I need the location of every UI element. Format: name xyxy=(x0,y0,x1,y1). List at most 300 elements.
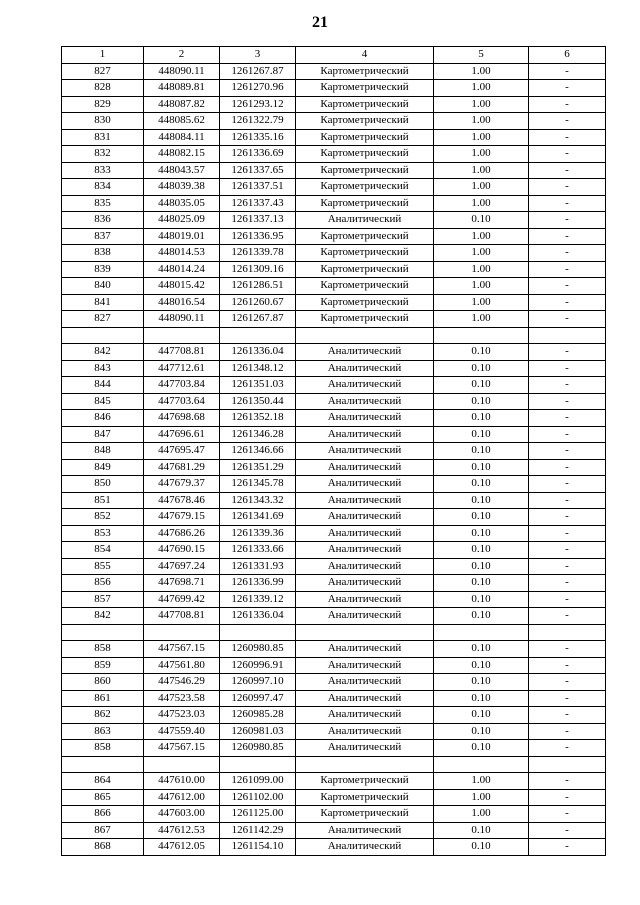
table-cell: Аналитический xyxy=(296,410,434,427)
table-row xyxy=(62,195,606,212)
table-row xyxy=(62,344,606,361)
table-cell: 848 xyxy=(62,443,144,460)
table-row xyxy=(62,179,606,196)
table-cell: Аналитический xyxy=(296,575,434,592)
table-cell: 1261309.16 xyxy=(220,261,296,278)
table-cell: 447679.37 xyxy=(144,476,220,493)
table-cell: - xyxy=(529,707,606,724)
table-cell: 1261337.43 xyxy=(220,195,296,212)
table-cell: 0.10 xyxy=(434,525,529,542)
table-cell: 1261331.93 xyxy=(220,558,296,575)
table-cell: 1261341.69 xyxy=(220,509,296,526)
table-cell: Аналитический xyxy=(296,393,434,410)
table-cell: - xyxy=(529,723,606,740)
table-cell xyxy=(62,624,144,641)
table-cell: 0.10 xyxy=(434,591,529,608)
table-cell xyxy=(296,624,434,641)
table-cell xyxy=(434,624,529,641)
table-cell: 0.10 xyxy=(434,641,529,658)
table-cell: - xyxy=(529,492,606,509)
table-row xyxy=(62,377,606,394)
header-cell: 3 xyxy=(220,47,296,64)
table-cell: Картометрический xyxy=(296,245,434,262)
table-cell: 447523.03 xyxy=(144,707,220,724)
table-cell: Аналитический xyxy=(296,674,434,691)
table-cell: 447523.58 xyxy=(144,690,220,707)
table-cell: 0.10 xyxy=(434,377,529,394)
table-cell: 447712.61 xyxy=(144,360,220,377)
table-cell: 1261286.51 xyxy=(220,278,296,295)
table-cell: 830 xyxy=(62,113,144,130)
table-cell: 1260980.85 xyxy=(220,740,296,757)
table-cell: 1.00 xyxy=(434,773,529,790)
table-cell: 1.00 xyxy=(434,80,529,97)
table-row xyxy=(62,492,606,509)
header-cell: 6 xyxy=(529,47,606,64)
table-cell: 1.00 xyxy=(434,228,529,245)
table-row xyxy=(62,228,606,245)
table-row xyxy=(62,822,606,839)
table-cell xyxy=(434,756,529,773)
table-cell: Аналитический xyxy=(296,443,434,460)
table-cell: 448087.82 xyxy=(144,96,220,113)
table-cell: - xyxy=(529,311,606,328)
table-cell xyxy=(220,624,296,641)
table-cell: 1261293.12 xyxy=(220,96,296,113)
table-cell: Аналитический xyxy=(296,707,434,724)
table-cell: Картометрический xyxy=(296,261,434,278)
table-row xyxy=(62,839,606,856)
table-cell xyxy=(529,756,606,773)
table-cell xyxy=(220,756,296,773)
table-cell: 1.00 xyxy=(434,129,529,146)
table-row xyxy=(62,558,606,575)
table-cell: 1.00 xyxy=(434,63,529,80)
table-row xyxy=(62,707,606,724)
table-cell: - xyxy=(529,525,606,542)
table-row xyxy=(62,608,606,625)
table-row xyxy=(62,806,606,823)
table-cell: 0.10 xyxy=(434,723,529,740)
table-row xyxy=(62,723,606,740)
header-cell: 4 xyxy=(296,47,434,64)
table-cell: Аналитический xyxy=(296,360,434,377)
table-cell: - xyxy=(529,657,606,674)
table-cell: 842 xyxy=(62,608,144,625)
table-cell: - xyxy=(529,245,606,262)
table-cell: 0.10 xyxy=(434,575,529,592)
table-cell: 0.10 xyxy=(434,410,529,427)
table-cell: 1.00 xyxy=(434,96,529,113)
table-cell: 1261270.96 xyxy=(220,80,296,97)
table-cell: 863 xyxy=(62,723,144,740)
table-cell: 0.10 xyxy=(434,344,529,361)
table-cell xyxy=(296,327,434,344)
table-cell: - xyxy=(529,80,606,97)
table-row xyxy=(62,96,606,113)
table-row xyxy=(62,657,606,674)
table-cell: - xyxy=(529,426,606,443)
table-cell: Картометрический xyxy=(296,113,434,130)
table-row xyxy=(62,311,606,328)
table-cell: 853 xyxy=(62,525,144,542)
table-cell: 447603.00 xyxy=(144,806,220,823)
table-cell: 1.00 xyxy=(434,806,529,823)
table-cell: 1.00 xyxy=(434,195,529,212)
table-cell: 0.10 xyxy=(434,443,529,460)
table-cell: - xyxy=(529,542,606,559)
table-cell: 836 xyxy=(62,212,144,229)
table-row xyxy=(62,261,606,278)
table-cell: 1.00 xyxy=(434,113,529,130)
table-cell: 448039.38 xyxy=(144,179,220,196)
table-cell: 1261260.67 xyxy=(220,294,296,311)
table-cell: 1.00 xyxy=(434,245,529,262)
table-cell: 448015.42 xyxy=(144,278,220,295)
table-cell: - xyxy=(529,591,606,608)
table-cell: 1261339.36 xyxy=(220,525,296,542)
table-cell: - xyxy=(529,740,606,757)
table-cell: 1260980.85 xyxy=(220,641,296,658)
table-cell: 1.00 xyxy=(434,278,529,295)
table-cell: - xyxy=(529,822,606,839)
table-row xyxy=(62,591,606,608)
table-row xyxy=(62,146,606,163)
table-cell: Картометрический xyxy=(296,80,434,97)
table-cell: Аналитический xyxy=(296,509,434,526)
table-cell: 866 xyxy=(62,806,144,823)
table-cell: 1260996.91 xyxy=(220,657,296,674)
page-number: 21 xyxy=(312,14,328,31)
table-cell: Аналитический xyxy=(296,212,434,229)
table-row xyxy=(62,426,606,443)
table-cell: 0.10 xyxy=(434,459,529,476)
separator-row xyxy=(62,327,606,344)
table-cell: 860 xyxy=(62,674,144,691)
table-cell: 0.10 xyxy=(434,212,529,229)
table-cell: Аналитический xyxy=(296,426,434,443)
table-cell: 448025.09 xyxy=(144,212,220,229)
table-cell: 448090.11 xyxy=(144,311,220,328)
table-cell: 1260981.03 xyxy=(220,723,296,740)
table-cell: Картометрический xyxy=(296,96,434,113)
table-row xyxy=(62,509,606,526)
table-cell: 447695.47 xyxy=(144,443,220,460)
table-cell: 1261267.87 xyxy=(220,63,296,80)
table-cell: - xyxy=(529,360,606,377)
table-cell: Картометрический xyxy=(296,294,434,311)
table-cell: 846 xyxy=(62,410,144,427)
table-row xyxy=(62,459,606,476)
table-cell: - xyxy=(529,443,606,460)
table-cell: 828 xyxy=(62,80,144,97)
table-cell: - xyxy=(529,261,606,278)
table-cell: 447612.00 xyxy=(144,789,220,806)
separator-row xyxy=(62,624,606,641)
table-cell: 829 xyxy=(62,96,144,113)
table-cell: 0.10 xyxy=(434,509,529,526)
table-cell: Аналитический xyxy=(296,740,434,757)
table-cell xyxy=(62,327,144,344)
table-cell: 447681.29 xyxy=(144,459,220,476)
table-cell: 854 xyxy=(62,542,144,559)
table-cell: 827 xyxy=(62,311,144,328)
table-cell: 448014.24 xyxy=(144,261,220,278)
table-row xyxy=(62,80,606,97)
table-cell: - xyxy=(529,806,606,823)
table-row xyxy=(62,443,606,460)
table-row xyxy=(62,674,606,691)
table-row xyxy=(62,542,606,559)
table-cell: 447703.64 xyxy=(144,393,220,410)
table-cell: 832 xyxy=(62,146,144,163)
table-cell: 845 xyxy=(62,393,144,410)
table-cell: 855 xyxy=(62,558,144,575)
table-cell: 0.10 xyxy=(434,558,529,575)
table-cell: 447546.29 xyxy=(144,674,220,691)
table-cell: 1261333.66 xyxy=(220,542,296,559)
table-cell: Аналитический xyxy=(296,525,434,542)
table-cell: Аналитический xyxy=(296,459,434,476)
table-cell: 862 xyxy=(62,707,144,724)
table-cell: 447696.61 xyxy=(144,426,220,443)
table-cell: 0.10 xyxy=(434,839,529,856)
table-cell: 1261336.04 xyxy=(220,608,296,625)
header-cell: 2 xyxy=(144,47,220,64)
table-cell xyxy=(144,756,220,773)
table-cell: 1261337.13 xyxy=(220,212,296,229)
table-cell: 448035.05 xyxy=(144,195,220,212)
table-cell: Картометрический xyxy=(296,63,434,80)
table-cell: 837 xyxy=(62,228,144,245)
table-cell: 841 xyxy=(62,294,144,311)
table-cell: Картометрический xyxy=(296,278,434,295)
table-cell: 447567.15 xyxy=(144,641,220,658)
table-cell: - xyxy=(529,113,606,130)
table-row xyxy=(62,212,606,229)
header-cell: 5 xyxy=(434,47,529,64)
table-row xyxy=(62,476,606,493)
table-row xyxy=(62,245,606,262)
table-cell: Картометрический xyxy=(296,195,434,212)
table-cell: - xyxy=(529,690,606,707)
table-cell: Картометрический xyxy=(296,773,434,790)
table-cell: 859 xyxy=(62,657,144,674)
table-cell: 0.10 xyxy=(434,426,529,443)
table-cell: - xyxy=(529,608,606,625)
table-cell: - xyxy=(529,146,606,163)
table-cell: - xyxy=(529,641,606,658)
table-cell: Картометрический xyxy=(296,162,434,179)
table-cell: Аналитический xyxy=(296,476,434,493)
table-cell: - xyxy=(529,789,606,806)
table-row xyxy=(62,575,606,592)
table-cell: 0.10 xyxy=(434,657,529,674)
table-cell: Аналитический xyxy=(296,822,434,839)
table-cell: Аналитический xyxy=(296,377,434,394)
table-cell: 1261335.16 xyxy=(220,129,296,146)
header-row xyxy=(62,47,606,64)
table-cell: 447678.46 xyxy=(144,492,220,509)
table-cell: 0.10 xyxy=(434,476,529,493)
table-cell: Аналитический xyxy=(296,839,434,856)
table-cell: 1.00 xyxy=(434,294,529,311)
table-cell: 448014.53 xyxy=(144,245,220,262)
table-row xyxy=(62,690,606,707)
table-cell: Аналитический xyxy=(296,641,434,658)
table-cell: 850 xyxy=(62,476,144,493)
table-cell: 447686.26 xyxy=(144,525,220,542)
table-cell: Картометрический xyxy=(296,129,434,146)
table-cell: 842 xyxy=(62,344,144,361)
table-cell: 868 xyxy=(62,839,144,856)
table-row xyxy=(62,525,606,542)
table-cell: 1261337.65 xyxy=(220,162,296,179)
table-cell: 0.10 xyxy=(434,822,529,839)
table-row xyxy=(62,294,606,311)
table-cell: - xyxy=(529,459,606,476)
table-cell: 448016.54 xyxy=(144,294,220,311)
table-cell: 843 xyxy=(62,360,144,377)
table-cell: 1.00 xyxy=(434,789,529,806)
header-cell: 1 xyxy=(62,47,144,64)
coordinates-table xyxy=(61,46,606,856)
table-cell: 1261348.12 xyxy=(220,360,296,377)
table-row xyxy=(62,773,606,790)
table-cell: 447703.84 xyxy=(144,377,220,394)
table-cell: 1261350.44 xyxy=(220,393,296,410)
table-cell: Картометрический xyxy=(296,228,434,245)
table-cell: 838 xyxy=(62,245,144,262)
table-cell: 1261336.04 xyxy=(220,344,296,361)
table-cell xyxy=(220,327,296,344)
table-cell: - xyxy=(529,377,606,394)
table-cell: 1261351.03 xyxy=(220,377,296,394)
table-cell: - xyxy=(529,294,606,311)
table-cell: Аналитический xyxy=(296,723,434,740)
table-row xyxy=(62,641,606,658)
table-cell: 448043.57 xyxy=(144,162,220,179)
table-cell: 447699.42 xyxy=(144,591,220,608)
table-cell: 447698.68 xyxy=(144,410,220,427)
table-cell: 0.10 xyxy=(434,690,529,707)
table-row xyxy=(62,393,606,410)
table-cell: 448082.15 xyxy=(144,146,220,163)
table-cell: 447698.71 xyxy=(144,575,220,592)
table-cell: 852 xyxy=(62,509,144,526)
table-cell: 1261142.29 xyxy=(220,822,296,839)
table-cell: 0.10 xyxy=(434,393,529,410)
table-cell: 447612.53 xyxy=(144,822,220,839)
table-row xyxy=(62,63,606,80)
table-cell: 1.00 xyxy=(434,261,529,278)
table-cell: 0.10 xyxy=(434,542,529,559)
table-cell xyxy=(529,624,606,641)
table-cell: Картометрический xyxy=(296,311,434,328)
table-cell: - xyxy=(529,63,606,80)
table-cell: Картометрический xyxy=(296,179,434,196)
table-cell: 847 xyxy=(62,426,144,443)
table-cell: - xyxy=(529,558,606,575)
table-cell: Картометрический xyxy=(296,789,434,806)
table-cell: 447679.15 xyxy=(144,509,220,526)
table-cell: Аналитический xyxy=(296,492,434,509)
table-cell: 0.10 xyxy=(434,608,529,625)
table-cell: - xyxy=(529,575,606,592)
table-cell: - xyxy=(529,344,606,361)
table-cell: 861 xyxy=(62,690,144,707)
table-cell: 833 xyxy=(62,162,144,179)
table-cell: 1261337.51 xyxy=(220,179,296,196)
table-cell: 447561.80 xyxy=(144,657,220,674)
table-cell: - xyxy=(529,410,606,427)
table-cell: 1261336.99 xyxy=(220,575,296,592)
table-row xyxy=(62,278,606,295)
table-cell xyxy=(434,327,529,344)
table-cell: Картометрический xyxy=(296,146,434,163)
table-cell: 844 xyxy=(62,377,144,394)
table-cell: Аналитический xyxy=(296,591,434,608)
table-cell: 849 xyxy=(62,459,144,476)
table-cell: - xyxy=(529,195,606,212)
table-cell: 1261154.10 xyxy=(220,839,296,856)
table-cell: 1261352.18 xyxy=(220,410,296,427)
table-cell: 1261346.66 xyxy=(220,443,296,460)
table-cell: - xyxy=(529,773,606,790)
table-cell xyxy=(529,327,606,344)
table-cell: 1261339.78 xyxy=(220,245,296,262)
table-cell: 0.10 xyxy=(434,674,529,691)
table-cell: 448090.11 xyxy=(144,63,220,80)
table-cell: - xyxy=(529,212,606,229)
table-cell: - xyxy=(529,228,606,245)
table-cell: 827 xyxy=(62,63,144,80)
table-row xyxy=(62,789,606,806)
table-cell: 447708.81 xyxy=(144,608,220,625)
table-cell: 1261343.32 xyxy=(220,492,296,509)
table-cell: 447612.05 xyxy=(144,839,220,856)
separator-row xyxy=(62,756,606,773)
table-cell: 1261102.00 xyxy=(220,789,296,806)
table-cell: 857 xyxy=(62,591,144,608)
table-cell: 447708.81 xyxy=(144,344,220,361)
table-cell: - xyxy=(529,278,606,295)
table-cell: Картометрический xyxy=(296,806,434,823)
table-cell: 448089.81 xyxy=(144,80,220,97)
table-cell: 1261322.79 xyxy=(220,113,296,130)
table-cell: 839 xyxy=(62,261,144,278)
table-cell: 858 xyxy=(62,740,144,757)
table-cell: 447697.24 xyxy=(144,558,220,575)
table-row xyxy=(62,410,606,427)
table-cell: 1260997.10 xyxy=(220,674,296,691)
table-cell xyxy=(296,756,434,773)
table-cell: 0.10 xyxy=(434,360,529,377)
table-cell: - xyxy=(529,839,606,856)
table-cell: 856 xyxy=(62,575,144,592)
table-cell: 0.10 xyxy=(434,740,529,757)
table-cell: 858 xyxy=(62,641,144,658)
table-cell: Аналитический xyxy=(296,608,434,625)
table-cell: 1261099.00 xyxy=(220,773,296,790)
table-cell: 1260997.47 xyxy=(220,690,296,707)
table-cell: - xyxy=(529,96,606,113)
table-cell: 834 xyxy=(62,179,144,196)
table-cell: 867 xyxy=(62,822,144,839)
table-cell: 1261267.87 xyxy=(220,311,296,328)
table-cell: Аналитический xyxy=(296,657,434,674)
table-cell: 840 xyxy=(62,278,144,295)
